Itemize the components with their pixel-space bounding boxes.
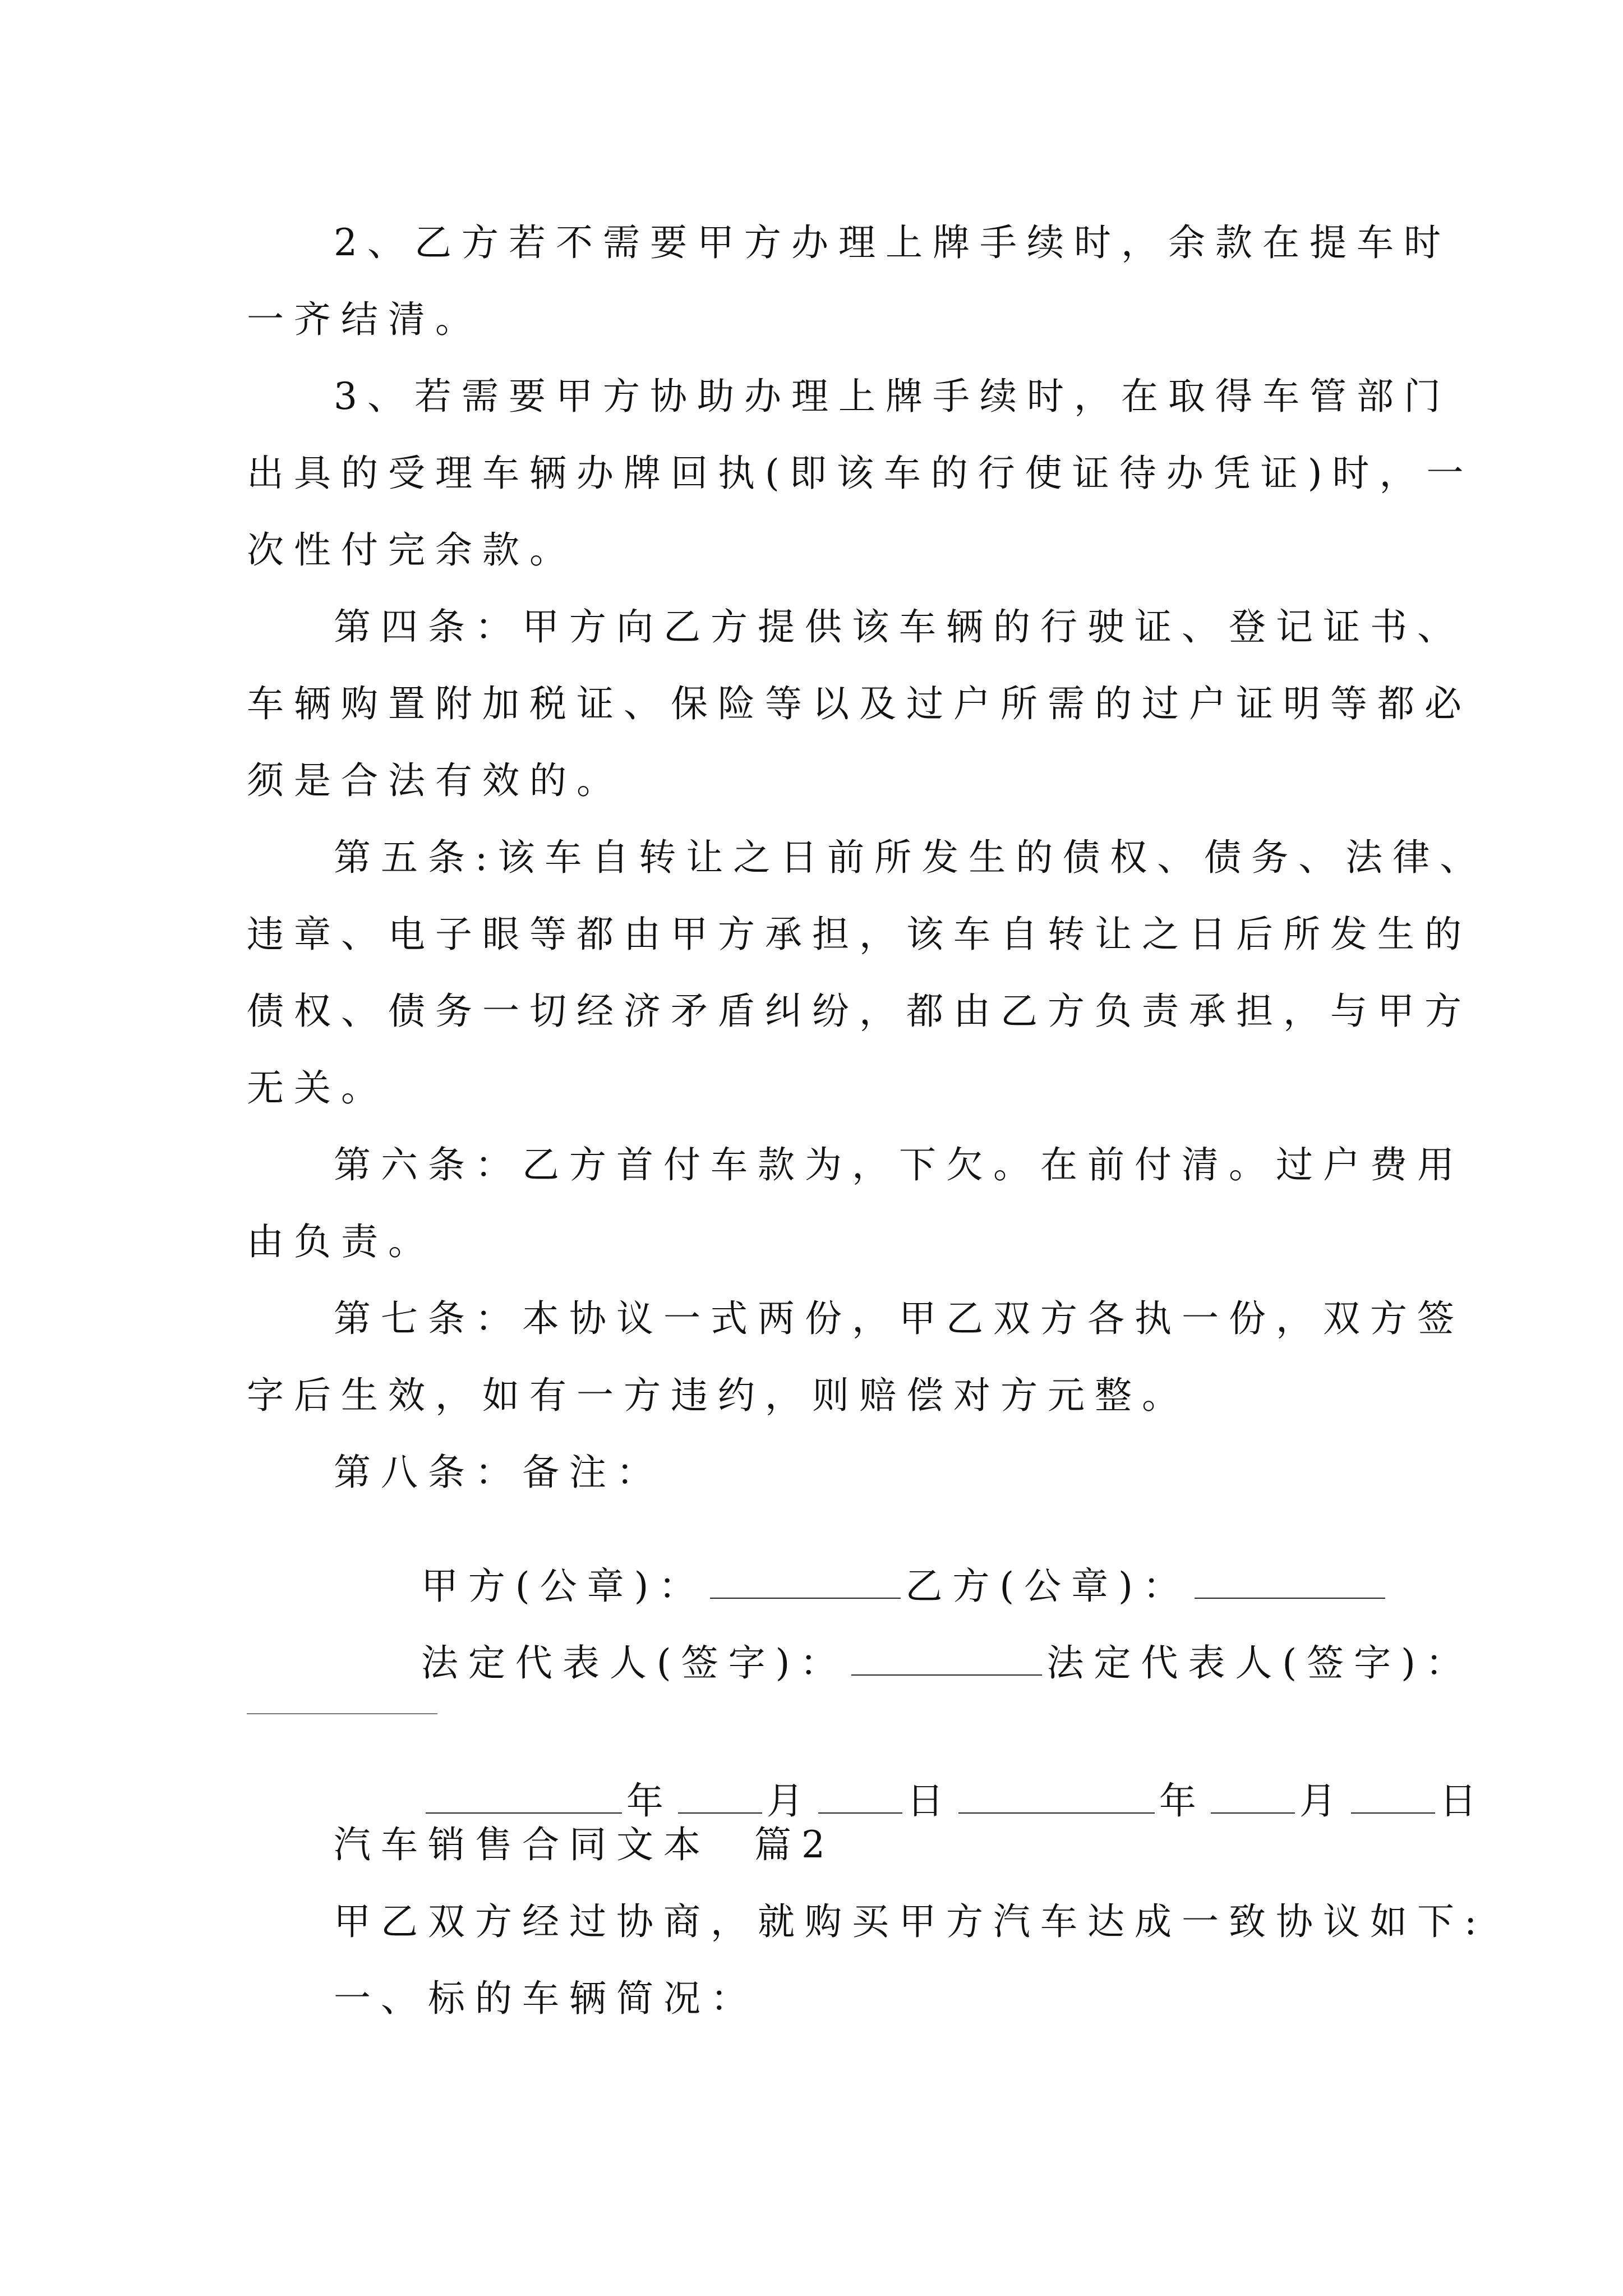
paragraph-line: 由负责。 [247, 1220, 435, 1263]
party-b-seal-blank [1195, 1598, 1385, 1599]
party-a-seal-blank [710, 1598, 901, 1599]
section-title: 汽车销售合同文本 篇2 [334, 1823, 835, 1866]
month-label: 月 [766, 1779, 814, 1823]
paragraph-line: 第八条：备注： [334, 1451, 663, 1494]
rep-b-label: 法定代表人(签字)： [1046, 1641, 1473, 1685]
day-label: 日 [1439, 1779, 1487, 1823]
paragraph-line: 字后生效，如有一方违约，则赔偿对方元整。 [247, 1374, 1189, 1417]
section-item: 一、标的车辆简况： [334, 1977, 758, 2020]
year-blank-b [958, 1812, 1155, 1814]
paragraph-line: 2、乙方若不需要甲方办理上牌手续时，余款在提车时 [334, 221, 1451, 264]
day-blank-a [818, 1812, 902, 1814]
paragraph-line: 第七条：本协议一式两份，甲乙双方各执一份，双方签 [334, 1297, 1464, 1340]
paragraph-line: 3、若需要甲方协助办理上牌手续时，在取得车管部门 [334, 375, 1451, 418]
paragraph-line: 债权、债务一切经济矛盾纠纷，都由乙方负责承担，与甲方 [247, 990, 1472, 1033]
day-label: 日 [906, 1779, 954, 1823]
rep-a-blank [851, 1674, 1042, 1676]
rep-a-label: 法定代表人(签字)： [421, 1641, 847, 1685]
paragraph-line: 第四条：甲方向乙方提供该车辆的行驶证、登记证书、 [334, 605, 1464, 648]
day-blank-b [1351, 1812, 1435, 1814]
paragraph-line: 车辆购置附加税证、保险等以及过户所需的过户证明等都必 [247, 682, 1472, 725]
party-a-seal-label: 甲方(公章)： [421, 1565, 706, 1608]
year-label: 年 [1159, 1779, 1206, 1823]
rep-b-blank [247, 1713, 437, 1714]
paragraph-line: 第六条：乙方首付车款为，下欠。在前付清。过户费用 [334, 1143, 1464, 1186]
year-label: 年 [626, 1779, 674, 1823]
section-intro: 甲乙双方经过协商，就购买甲方汽车达成一致协议如下: [334, 1900, 1487, 1943]
month-label: 月 [1299, 1779, 1347, 1823]
paragraph-line: 无关。 [247, 1066, 388, 1110]
paragraph-line: 第五条:该车自转让之日前所发生的债权、债务、法律、 [334, 836, 1487, 879]
paragraph-line: 出具的受理车辆办牌回执(即该车的行使证待办凭证)时，一 [247, 452, 1474, 495]
party-b-seal-label: 乙方(公章)： [905, 1565, 1190, 1608]
paragraph-line: 次性付完余款。 [247, 528, 577, 572]
representative-row [334, 1608, 1473, 1719]
paragraph-line: 一齐结清。 [247, 298, 482, 341]
year-blank-a [426, 1812, 622, 1814]
paragraph-line: 违章、电子眼等都由甲方承担，该车自转让之日后所发生的 [247, 913, 1472, 956]
month-blank-a [678, 1812, 762, 1814]
paragraph-line: 须是合法有效的。 [247, 759, 624, 802]
month-blank-b [1211, 1812, 1295, 1814]
